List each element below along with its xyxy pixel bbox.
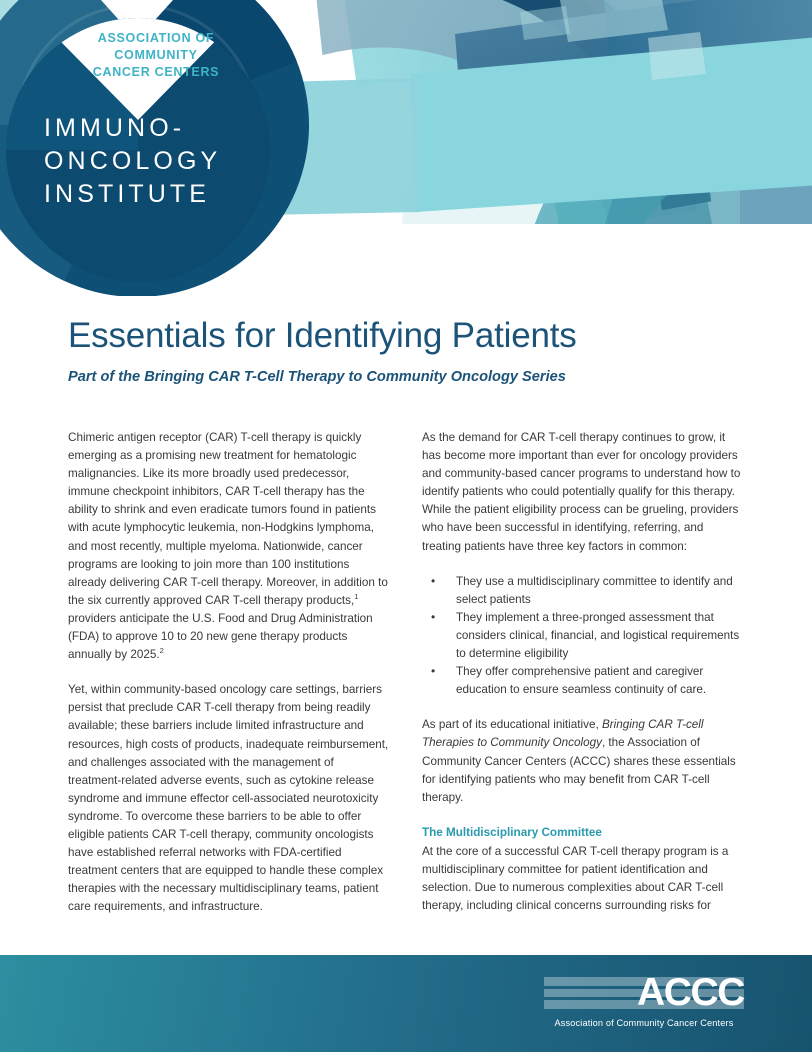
section-paragraph: At the core of a successful CAR T-cell therapy program is a multidisciplinary committee for patient identification and selection. Due to numerous complexities about CAR T-cell therapy, including clinical concerns surrounding risks for <box>422 844 729 913</box>
accc-logo-mark <box>544 971 744 1014</box>
key-factors-list <box>422 573 744 700</box>
org-kicker-line-3: CANCER CENTERS <box>92 65 220 79</box>
section-heading-multidisciplinary-committee: The Multidisciplinary Committee <box>422 825 602 839</box>
page-subtitle: Part of the Bringing CAR T-Cell Therapy to Community Oncology Series <box>68 369 566 385</box>
footnote-ref-1: 1 <box>354 591 359 601</box>
accc-logo-letters: ACCC <box>636 971 744 1014</box>
org-kicker-line-1: ASSOCIATION OF <box>97 31 215 45</box>
footnote-ref-2: 2 <box>159 646 164 656</box>
body-columns <box>68 429 744 916</box>
institute-title-line-2: ONCOLOGY <box>44 147 222 175</box>
header-banner <box>0 0 812 296</box>
list-item: • They offer comprehensive patient and caregiver education to ensure seamless continuity of care. <box>422 663 744 699</box>
institute-title-line-3: INSTITUTE <box>44 180 211 208</box>
initiative-text-before: As part of its educational initiative, <box>422 718 602 732</box>
left-column <box>68 429 390 916</box>
right-intro-paragraph: As the demand for CAR T-cell therapy continues to grow, it has become more important than ever for oncology providers and community-based cancer programs to understand how to identify patients who could potentially qualify for this therapy. While the patient eligibility process can be grueling, providers who have been successful in identifying, referring, and treating patients have three key factors in common: <box>422 431 741 553</box>
left-paragraph-1 <box>68 429 390 664</box>
institute-title-line-1: IMMUNO- <box>44 114 186 142</box>
org-kicker <box>46 30 266 81</box>
institute-title <box>44 112 274 211</box>
initiative-text-after: , the Association of Community Cancer Centers (ACCC) shares these essentials for identifying patients who may benefit from CAR T-cell therapy. <box>422 736 736 804</box>
list-item: • They implement a three-pronged assessment that considers clinical, financial, and logistical requirements to determine eligibility <box>422 609 744 663</box>
org-kicker-line-2: COMMUNITY <box>114 48 198 62</box>
left-p1-part2: providers anticipate the U.S. Food and Drug Administration (FDA) to approve 10 to 20 new gene therapy products annually by 2025. <box>68 611 373 662</box>
title-block <box>68 315 768 387</box>
page-title: Essentials for Identifying Patients <box>68 316 577 355</box>
right-column <box>422 429 744 916</box>
footer-bar <box>0 955 812 1052</box>
left-p1-part1: Chimeric antigen receptor (CAR) T-cell therapy is quickly emerging as a promising new treatment for hematologic malignancies. Like its more broadly used predecessor, immune checkpoint inhibitors, CAR T-cell therapy has the ability to shrink and even eradicate tumors found in patients with acute lymphocytic leukemia, non-Hodgkins lymphoma, and most recently, multiple myeloma. Nationwide, cancer programs are looking to join more than 100 institutions already delivering CAR T-cell therapy. Moreover, in addition to the six currently approved CAR T-cell therapy products, <box>68 431 388 607</box>
initiative-title-italic: Bringing CAR T-cell Therapies to Community Oncology <box>422 718 704 750</box>
accc-logo <box>544 971 744 1032</box>
list-item: • They use a multidisciplinary committee to identify and select patients <box>422 573 744 609</box>
initiative-paragraph <box>422 716 744 806</box>
left-paragraph-2: Yet, within community-based oncology care settings, barriers persist that preclude CAR T-cell therapy from being readily available; these barriers include limited infrastructure and resources, high costs of products, inadequate reimbursement, and challenges associated with the management of treatment-related adverse events, such as cytokine release syndrome and immune effector cell-associated neurotoxicity syndrome. To overcome these barriers to be able to offer eligible patients CAR T-cell therapy, community oncologists have established referral networks with FDA-certified treatment centers that are equipped to handle these complex therapies with the necessary multidisciplinary teams, patient care requirements, and infrastructure. <box>68 683 389 914</box>
accc-logo-tagline: Association of Community Cancer Centers <box>554 1018 734 1028</box>
